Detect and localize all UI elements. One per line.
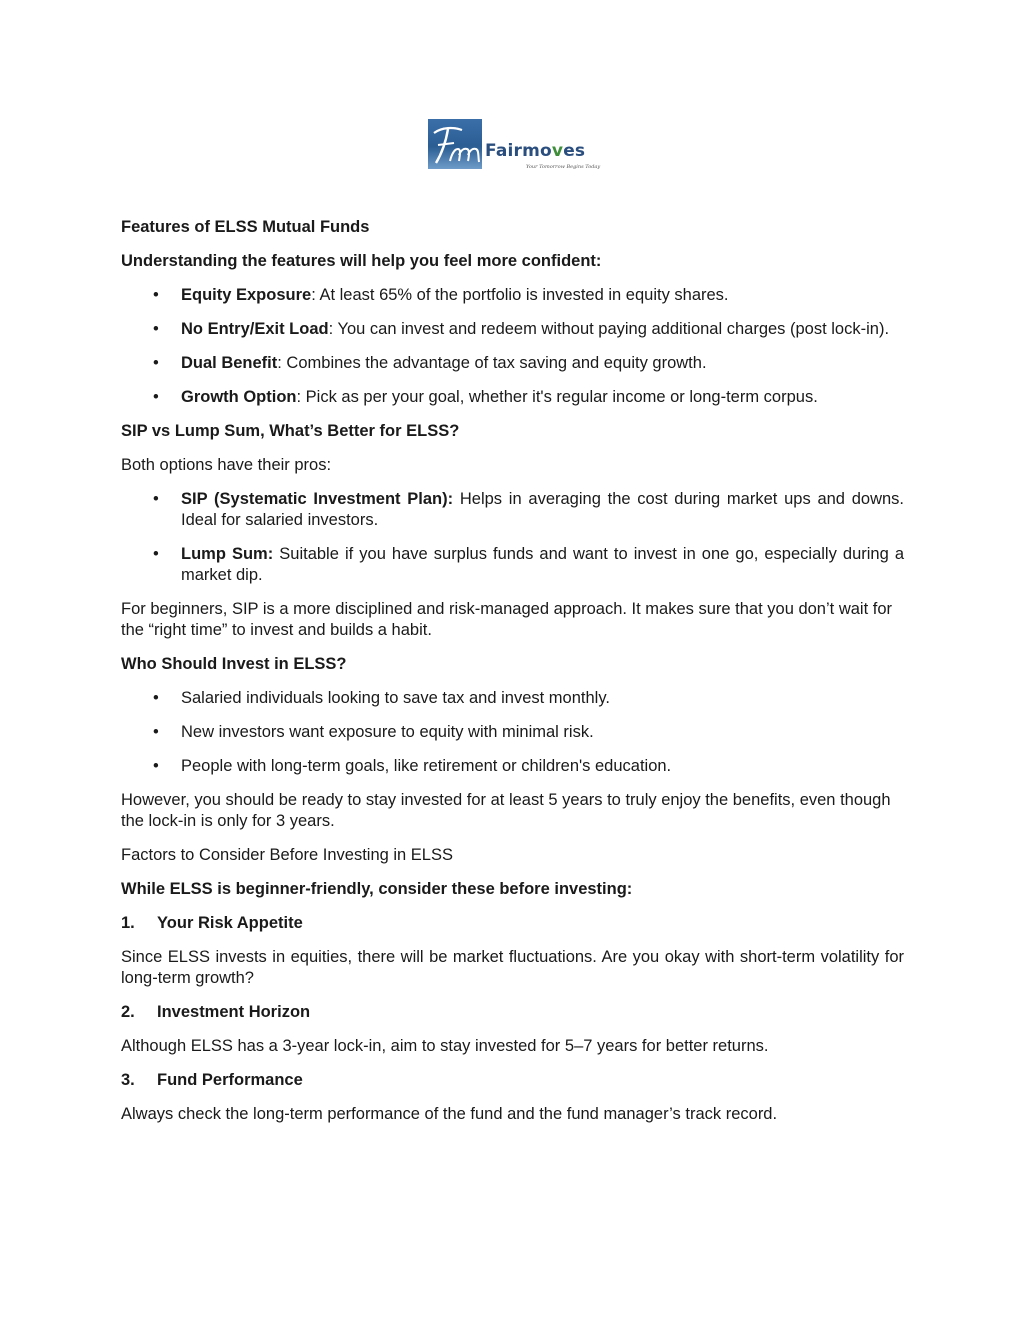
- feature-term: Equity Exposure: [181, 286, 312, 304]
- section3-title: Who Should Invest in ELSS?: [121, 655, 347, 673]
- feature-text: : At least 65% of the portfolio is invested in equity shares.: [311, 286, 729, 304]
- logo-tagline: Your Tomorrow Begins Today: [526, 164, 601, 170]
- option-term: SIP (Systematic Investment Plan):: [181, 490, 454, 508]
- bullet-icon: •: [153, 490, 159, 508]
- bullet-icon: •: [153, 388, 159, 406]
- feature-term: No Entry/Exit Load: [181, 320, 329, 338]
- factor-text: Always check the long-term performance of the fund and the fund manager’s track record.: [121, 1105, 778, 1123]
- bullet-icon: •: [153, 723, 159, 741]
- list-item: [121, 722, 904, 743]
- bullet-icon: •: [153, 757, 159, 775]
- option-text: Helps in averaging the cost during market ups and downs. Ideal for salaried investors.: [181, 490, 905, 529]
- list-item: [121, 319, 904, 340]
- feature-text: : Pick as per your goal, whether it's regular income or long-term corpus.: [296, 388, 818, 406]
- logo-word-prefix: Fairmo: [485, 141, 552, 161]
- bullet-icon: •: [153, 545, 159, 563]
- feature-term: Dual Benefit: [181, 354, 278, 372]
- factor-number: 1.: [121, 914, 135, 932]
- features-list: [121, 285, 904, 408]
- investor-list: [121, 688, 904, 777]
- list-item: [121, 285, 904, 306]
- list-item: [121, 756, 904, 777]
- investor-text: New investors want exposure to equity with minimal risk.: [181, 723, 594, 741]
- document-body: [121, 217, 904, 1125]
- factor-number: 3.: [121, 1071, 135, 1089]
- bullet-icon: •: [153, 689, 159, 707]
- section2-conclusion: For beginners, SIP is a more disciplined and risk-managed approach. It makes sure that you don’t wait for the “right time” to invest and builds a habit.: [121, 600, 893, 639]
- section1-subtitle: Understanding the features will help you feel more confident:: [121, 252, 602, 270]
- fairmoves-logo: [428, 119, 600, 175]
- factor-title: Your Risk Appetite: [157, 914, 303, 932]
- bullet-icon: •: [153, 354, 159, 372]
- list-item: [121, 688, 904, 709]
- section4-title: Factors to Consider Before Investing in ELSS: [121, 846, 453, 864]
- fm-monogram-icon: [428, 119, 482, 169]
- logo-word-suffix: es: [563, 141, 586, 161]
- feature-text: : You can invest and redeem without paying additional charges (post lock-in).: [328, 320, 890, 338]
- investor-text: People with long-term goals, like retirement or children's education.: [181, 757, 672, 775]
- factor-text: Although ELSS has a 3-year lock-in, aim to stay invested for 5–7 years for better returns.: [121, 1037, 769, 1055]
- list-item: [121, 544, 904, 586]
- option-text: Suitable if you have surplus funds and want to invest in one go, especially during a market dip.: [181, 545, 904, 584]
- factor-heading: [121, 913, 904, 934]
- bullet-icon: •: [153, 320, 159, 338]
- option-term: Lump Sum:: [181, 545, 274, 563]
- list-item: [121, 353, 904, 374]
- list-item: [121, 387, 904, 408]
- section3-note: However, you should be ready to stay invested for at least 5 years to truly enjoy the benefits, even though the lock-in is only for 3 years.: [121, 791, 891, 830]
- factor-number: 2.: [121, 1003, 135, 1021]
- factor-text: Since ELSS invests in equities, there will be market fluctuations. Are you okay with short-term volatility for long-term growth?: [121, 948, 904, 987]
- factor-title: Fund Performance: [157, 1071, 303, 1089]
- factor-heading: [121, 1002, 904, 1023]
- list-item: [121, 489, 904, 531]
- section4-subtitle: While ELSS is beginner-friendly, consider these before investing:: [121, 880, 633, 898]
- section2-title: SIP vs Lump Sum, What’s Better for ELSS?: [121, 422, 460, 440]
- investor-text: Salaried individuals looking to save tax and invest monthly.: [181, 689, 610, 707]
- bullet-icon: •: [153, 286, 159, 304]
- factor-title: Investment Horizon: [157, 1003, 311, 1021]
- sip-lumpsum-list: [121, 489, 904, 586]
- feature-term: Growth Option: [181, 388, 297, 406]
- logo-wordmark: [485, 143, 585, 160]
- section1-title: Features of ELSS Mutual Funds: [121, 218, 370, 236]
- factor-heading: [121, 1070, 904, 1091]
- logo-word-v: v: [551, 141, 564, 161]
- feature-text: : Combines the advantage of tax saving and equity growth.: [277, 354, 707, 372]
- section2-intro: Both options have their pros:: [121, 456, 332, 474]
